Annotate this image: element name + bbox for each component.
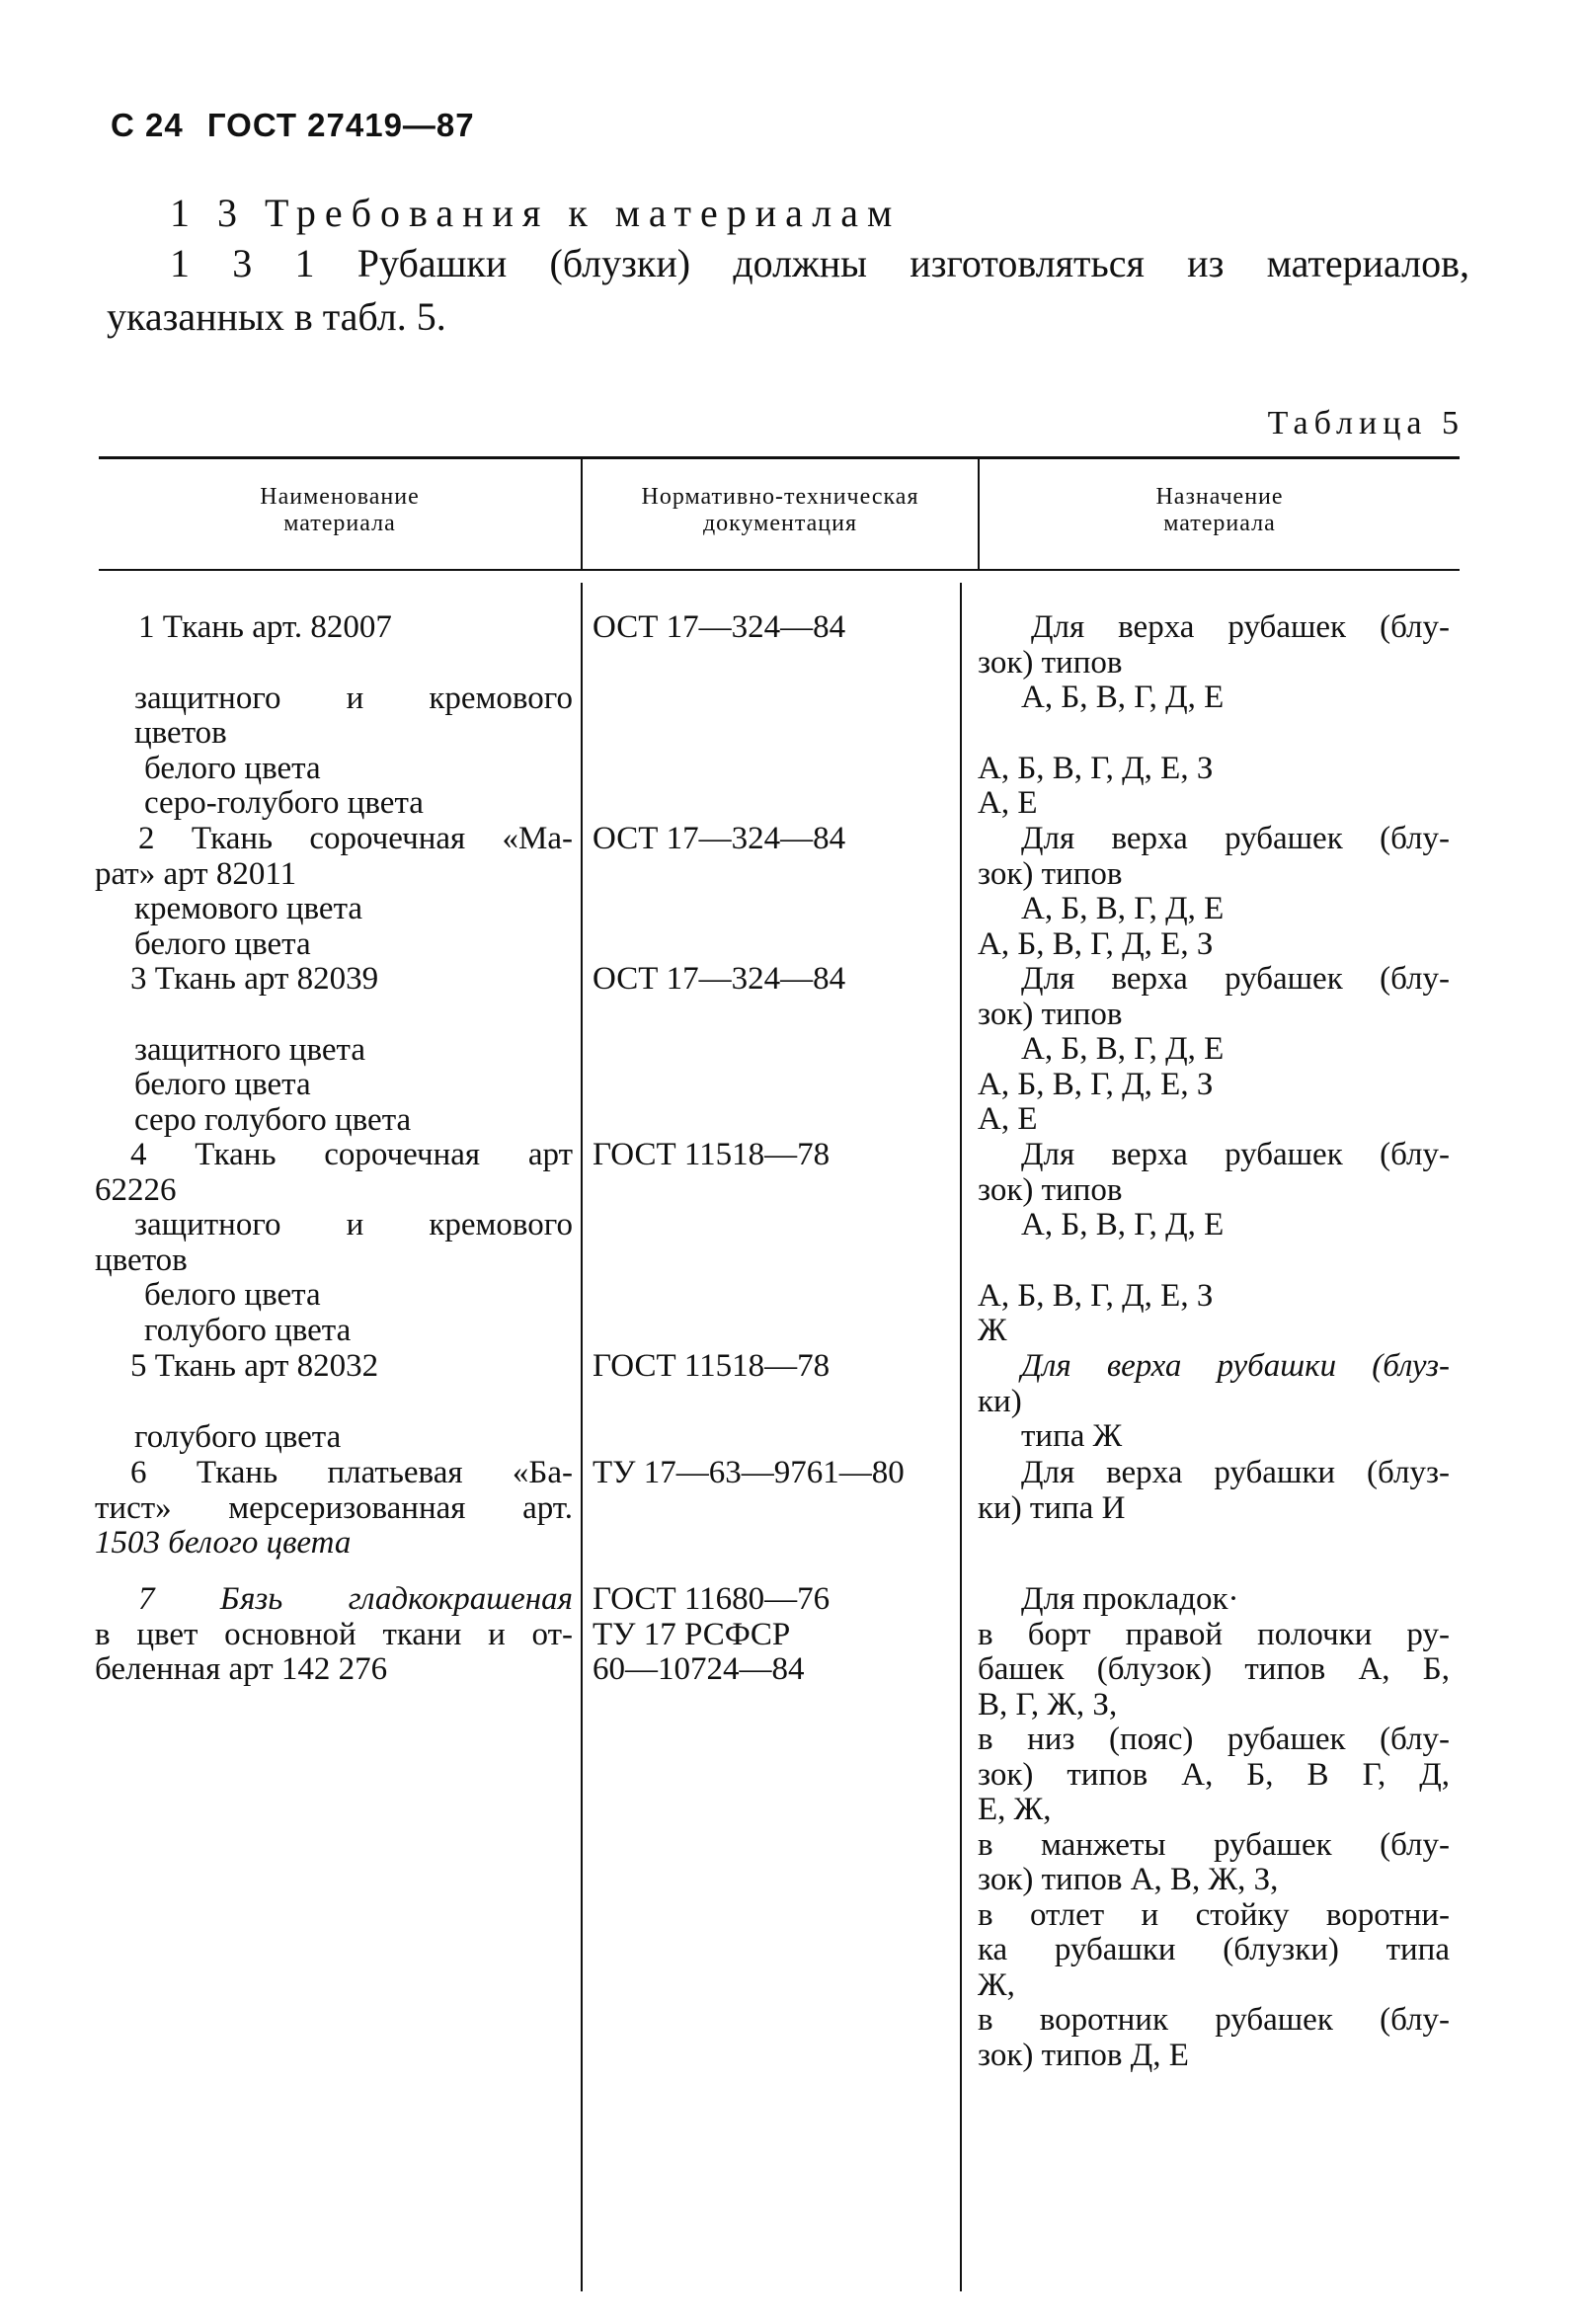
- cell-line: 4 Ткань сорочечная арт: [130, 1137, 573, 1172]
- cell-line: в воротник рубашек (блу-: [978, 2002, 1450, 2038]
- cell-line: А, Б, В, Г, Д, Е, З: [978, 925, 1214, 962]
- page-header: [111, 107, 475, 144]
- cell-line: ТУ 17—63—9761—80: [593, 1455, 905, 1490]
- cell-line: серо-голубого цвета: [144, 785, 424, 821]
- cell-line: зок) типов: [978, 855, 1123, 892]
- cell-line: голубого цвета: [134, 1418, 342, 1455]
- cell-line: А, Б, В, Г, Д, Е: [1021, 1031, 1225, 1067]
- header-purpose: [988, 484, 1452, 537]
- table-row-2-name: [95, 822, 573, 962]
- page-number: С 24: [111, 107, 184, 143]
- cell-line: Ж,: [978, 1966, 1015, 2003]
- table-caption: Таблица 5: [1267, 405, 1464, 441]
- cell-line: 3 Ткань арт 82039: [130, 961, 379, 997]
- section-title: 1 3 Требования к материалам: [170, 191, 902, 235]
- table-row-5-doc: [593, 1349, 954, 1385]
- table-row-6-name: [95, 1456, 573, 1562]
- cell-line: зок) типов Д, Е: [978, 2037, 1189, 2073]
- cell-line: ки): [978, 1383, 1022, 1419]
- cell-line: 1 Ткань арт. 82007: [138, 609, 392, 645]
- header-line: документация: [702, 511, 858, 536]
- table-row-1-purpose: [978, 610, 1450, 822]
- cell-line: А, Е: [978, 785, 1038, 821]
- cell-line: 5 Ткань арт 82032: [130, 1348, 379, 1384]
- paragraph-line: 1 3 1 Рубашки (блузки) должны изготовляться из материалов,: [170, 241, 1469, 285]
- cell-line: ОСТ 17—324—84: [593, 961, 846, 997]
- cell-line: А, Б, В, Г, Д, Е, З: [978, 1066, 1214, 1102]
- header-line: Назначение: [1155, 484, 1284, 510]
- cell-line: в цвет основной ткани и от-: [95, 1616, 573, 1652]
- cell-line: ОСТ 17—324—84: [593, 821, 846, 856]
- cell-line: 1503 белого цвета: [95, 1525, 352, 1561]
- cell-line: А, Б, В, Г, Д, Е, З: [978, 750, 1214, 786]
- table-top-rule: [99, 456, 1460, 459]
- cell-line: В, Г, Ж, З,: [978, 1686, 1118, 1723]
- header-line: материала: [283, 511, 396, 536]
- cell-line: серо голубого цвета: [134, 1101, 412, 1138]
- cell-line: ОСТ 17—324—84: [593, 609, 846, 645]
- header-line: Наименование: [260, 484, 420, 510]
- table-row-6-doc: [593, 1456, 954, 1491]
- cell-line: А, Б, В, Г, Д, Е: [1021, 1207, 1225, 1242]
- cell-line: Для верха рубашек (блу-: [1021, 821, 1450, 856]
- table-row-4-doc: [593, 1138, 954, 1173]
- standard-number: ГОСТ 27419—87: [206, 107, 475, 143]
- cell-line: цветов: [134, 715, 227, 751]
- cell-line: А, Е: [978, 1101, 1038, 1137]
- cell-line: зок) типов А, Б, В Г, Д,: [978, 1756, 1450, 1793]
- table-header-rule: [99, 569, 1460, 571]
- cell-line: Ж: [978, 1313, 1007, 1348]
- cell-line: Для верха рубашек (блу-: [1021, 961, 1450, 997]
- column-divider: [581, 583, 583, 2291]
- cell-line: в низ (пояс) рубашек (блу-: [978, 1722, 1450, 1757]
- cell-line: голубого цвета: [144, 1312, 352, 1348]
- table-row-7-doc: [593, 1582, 954, 1688]
- cell-line: зок) типов: [978, 996, 1123, 1032]
- cell-line: 60—10724—84: [593, 1651, 805, 1687]
- cell-line: цветов: [95, 1242, 188, 1278]
- cell-line: ГОСТ 11518—78: [593, 1137, 831, 1172]
- table-row-7-purpose: [978, 1582, 1450, 2073]
- cell-line: тист» мерсеризованная арт.: [95, 1489, 573, 1526]
- header-documentation: [593, 484, 968, 537]
- column-divider: [978, 458, 980, 569]
- cell-spacer: [95, 646, 573, 681]
- cell-line: 2 Ткань сорочечная «Ма-: [138, 821, 573, 856]
- cell-line: Для верха рубашки (блуз-: [1021, 1348, 1450, 1384]
- table-row-5-name: [95, 1349, 573, 1455]
- cell-line: Для верха рубашек (блу-: [1031, 609, 1450, 645]
- cell-line: в манжеты рубашек (блу-: [978, 1826, 1450, 1863]
- cell-line: 62226: [95, 1171, 177, 1208]
- table-row-1-name: [95, 610, 573, 822]
- cell-line: 7 Бязь гладкокрашеная: [138, 1581, 573, 1617]
- cell-spacer: [95, 998, 573, 1033]
- cell-line: башек (блузок) типов А, Б,: [978, 1651, 1450, 1687]
- table-row-2-purpose: [978, 822, 1450, 962]
- header-line: Нормативно-техническая: [641, 484, 919, 510]
- table-row-4-purpose: [978, 1138, 1450, 1349]
- cell-line: белого цвета: [134, 925, 311, 962]
- cell-line: зок) типов А, В, Ж, З,: [978, 1862, 1279, 1897]
- table-row-1-doc: [593, 610, 954, 646]
- cell-line: кремового цвета: [134, 891, 363, 926]
- intro-paragraph: [107, 237, 1469, 344]
- header-material-name: [111, 484, 569, 537]
- cell-spacer: [978, 1243, 1450, 1279]
- table-row-5-purpose: [978, 1349, 1450, 1455]
- table-row-3-purpose: [978, 962, 1450, 1138]
- cell-line: А, Б, В, Г, Д, Е, З: [978, 1277, 1214, 1314]
- cell-line: 6 Ткань платьевая «Ба-: [130, 1455, 573, 1490]
- cell-line: Для верха рубашек (блу-: [1021, 1137, 1450, 1172]
- cell-line: белого цвета: [134, 1067, 311, 1102]
- cell-line: зок) типов: [978, 644, 1123, 681]
- header-line: материала: [1163, 511, 1276, 536]
- cell-spacer: [978, 716, 1450, 752]
- cell-line: зок) типов: [978, 1171, 1123, 1208]
- cell-line: в борт правой полочки ру-: [978, 1616, 1450, 1652]
- column-divider: [581, 458, 583, 569]
- cell-line: защитного цвета: [134, 1031, 365, 1068]
- table-row-7-name: [95, 1582, 573, 1688]
- table-row-4-name: [95, 1138, 573, 1348]
- cell-line: А, Б, В, Г, Д, Е: [1021, 680, 1225, 715]
- cell-line: белого цвета: [144, 750, 321, 786]
- cell-line: ГОСТ 11680—76: [593, 1581, 831, 1617]
- cell-line: защитного и кремового: [134, 1207, 573, 1242]
- cell-line: Для верха рубашки (блуз-: [1021, 1455, 1450, 1490]
- cell-line: Для прокладок·: [1021, 1581, 1239, 1617]
- cell-line: белого цвета: [144, 1277, 321, 1313]
- cell-line: ГОСТ 11518—78: [593, 1348, 831, 1384]
- table-row-3-name: [95, 962, 573, 1138]
- table-row-6-purpose: [978, 1456, 1450, 1526]
- table-row-2-doc: [593, 822, 954, 857]
- cell-line: А, Б, В, Г, Д, Е: [1021, 891, 1225, 926]
- cell-line: ТУ 17 РСФСР: [593, 1616, 791, 1652]
- cell-line: ки) типа И: [978, 1489, 1126, 1526]
- column-divider: [960, 583, 962, 2291]
- table-row-3-doc: [593, 962, 954, 998]
- cell-line: беленная арт 142 276: [95, 1651, 388, 1687]
- cell-line: типа Ж: [1021, 1418, 1123, 1454]
- cell-spacer: [95, 1385, 573, 1420]
- cell-line: в отлет и стойку воротни-: [978, 1896, 1450, 1933]
- cell-line: Е, Ж,: [978, 1792, 1052, 1827]
- cell-line: ка рубашки (блузки) типа: [978, 1932, 1450, 1967]
- paragraph-line: указанных в табл. 5.: [107, 294, 446, 339]
- cell-line: защитного и кремового: [134, 680, 573, 716]
- cell-line: рат» арт 82011: [95, 855, 297, 892]
